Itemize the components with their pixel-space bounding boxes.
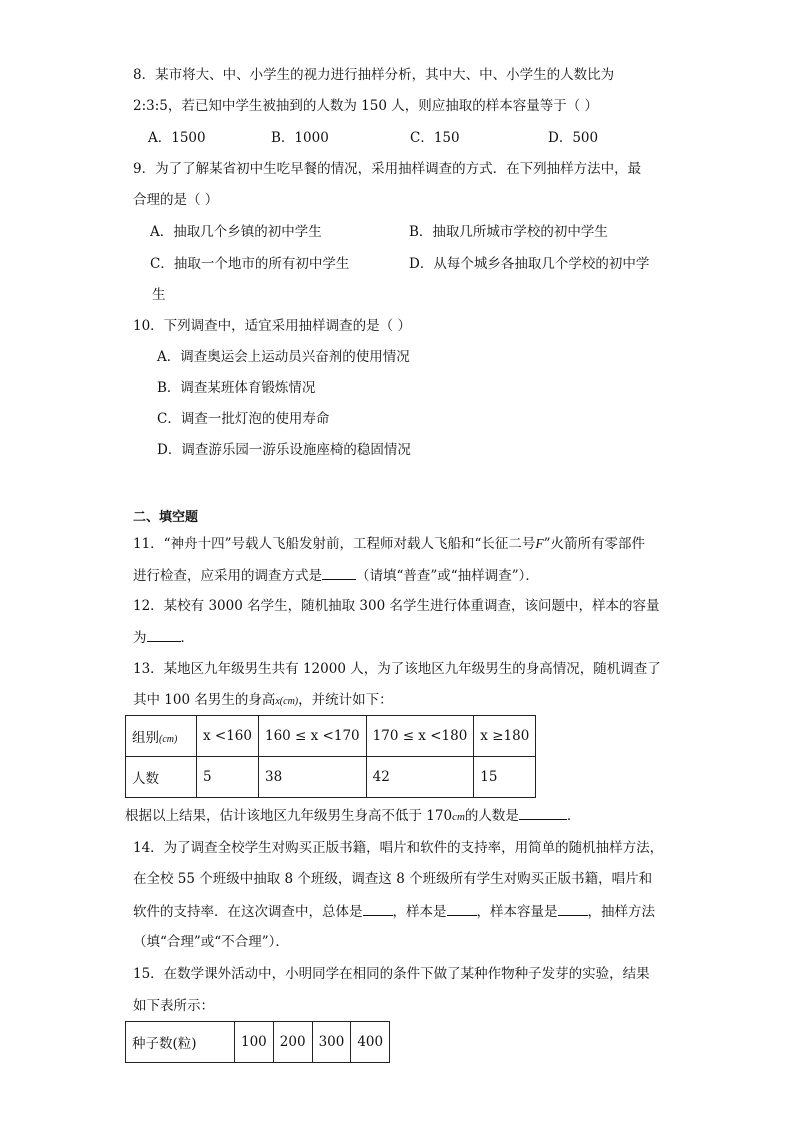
q11-line1-text-b: ”火箭所有零部件: [543, 536, 646, 552]
q13-after-line: [125, 806, 580, 826]
q13-height-table: [125, 715, 536, 798]
q10-option-a: A．调查奥运会上运动员兴奋剂的使用情况: [157, 349, 410, 365]
q9-option-c: C．抽取一个地市的所有初中学生: [150, 256, 350, 272]
table-cell: 200: [273, 1022, 312, 1063]
table-cell: 人数: [126, 757, 197, 798]
q11-line2-text-a: 进行检查，应采用的调查方式是: [133, 568, 322, 584]
q13-height-variable: x(cm): [275, 696, 299, 707]
q11-rocket-letter: F: [535, 536, 544, 551]
table-header-cell: 160 ≤ x <170: [258, 716, 366, 757]
table-cell: 38: [258, 757, 366, 798]
q12-line2-text-a: 为: [133, 630, 147, 646]
q9-line1: 9．为了了解某省初中生吃早餐的情况，采用抽样调查的方式．在下列抽样方法中，最: [133, 161, 642, 177]
q8-option-d: D．500: [548, 130, 599, 146]
q11-line1-text-a: 11．“神舟十四”号载人飞船发射前，工程师对载人飞船和“长征二号: [133, 536, 536, 552]
q8-option-a: A．1500: [148, 130, 206, 146]
q8-line1: 8．某市将大、中、小学生的视力进行抽样分析，其中大、中、小学生的人数比为: [133, 67, 615, 83]
q11-line2-text-b: （请填“普查”或“抽样调查”）．: [356, 568, 539, 584]
q14-line3-text-a: 软件的支持率．在这次调查中，总体是: [133, 904, 363, 920]
q9-line2: 合理的是（ ）: [133, 192, 219, 208]
q10-stem: 10．下列调查中，适宜采用抽样调查的是（ ）: [133, 318, 411, 334]
q14-line3-text-b: ，样本是: [392, 904, 447, 920]
q13-head-group-label: 组别: [132, 730, 159, 746]
q15-line2: 如下表所示：: [133, 998, 214, 1014]
q12-answer-blank[interactable]: [147, 628, 181, 642]
table-cell: 300: [312, 1022, 351, 1063]
q9-option-a: A．抽取几个乡镇的初中学生: [150, 224, 322, 240]
q9-option-d: D．从每个城乡各抽取几个学校的初中学: [409, 256, 650, 272]
q13-after-text-b: 的人数是: [464, 808, 519, 824]
table-header-cell: x ≥180: [474, 716, 536, 757]
table-cell: 5: [197, 757, 259, 798]
q8-line2: 2:3:5，若已知中学生被抽到的人数为 150 人，则应抽取的样本容量等于（ ）: [133, 98, 599, 114]
q12-line2-text-b: ．: [180, 630, 194, 646]
q14-line1: 14．为了调查全校学生对购买正版书籍，唱片和软件的支持率，用简单的随机抽样方法，: [133, 840, 664, 856]
q10-option-b: B．调查某班体育锻炼情况: [157, 380, 316, 396]
q13-after-unit: cm: [452, 811, 465, 823]
q10-option-c: C．调查一批灯泡的使用寿命: [157, 411, 330, 427]
q12-line2: [133, 628, 194, 647]
table-row: [126, 757, 536, 798]
table-cell: 100: [235, 1022, 274, 1063]
q14-population-blank[interactable]: [363, 902, 393, 916]
q11-answer-blank[interactable]: [322, 566, 356, 580]
table-cell: 15: [474, 757, 536, 798]
table-header-cell: 种子数(粒): [126, 1022, 235, 1063]
section-heading-fill-blank: 二、填空题: [133, 510, 199, 525]
q14-line3-text-d: ，抽样方法: [587, 904, 655, 920]
q13-answer-blank[interactable]: [519, 806, 567, 820]
q11-line1: [133, 535, 645, 553]
q8-option-c: C．150: [410, 130, 460, 146]
q13-after-text-a: 根据以上结果，估计该地区九年级男生身高不低于 170: [125, 808, 453, 824]
q13-line2: [133, 691, 393, 711]
q13-line2-text-b: ，并统计如下：: [298, 692, 393, 708]
q13-line1: 13．某地区九年级男生共有 12000 人，为了该地区九年级男生的身高情况，随机调查了: [133, 661, 661, 677]
table-header-cell: x <160: [197, 716, 259, 757]
q14-line3-text-c: ，样本容量是: [476, 904, 558, 920]
table-row: [126, 716, 536, 757]
table-row: [126, 1022, 390, 1063]
table-header-cell: [126, 716, 197, 757]
q14-sample-size-blank[interactable]: [558, 902, 588, 916]
q13-after-text-c: ．: [566, 808, 581, 824]
q14-line4: （填“合理”或“不合理”）．: [133, 934, 289, 950]
q15-seed-table: [125, 1021, 390, 1063]
q14-line3: [133, 902, 655, 921]
q13-line2-text-a: 其中 100 名男生的身高: [133, 692, 276, 708]
q13-head-unit: (cm): [159, 734, 178, 745]
q15-line1: 15．在数学课外活动中，小明同学在相同的条件下做了某种作物种子发芽的实验，结果: [133, 966, 650, 982]
table-cell: 42: [366, 757, 474, 798]
table-cell: 400: [351, 1022, 390, 1063]
q9-option-b: B．抽取几所城市学校的初中学生: [409, 224, 608, 240]
q8-option-b: B．1000: [271, 130, 329, 146]
q12-line1: 12．某校有 3000 名学生，随机抽取 300 名学生进行体重调查，该问题中，样本的容量: [133, 598, 660, 614]
table-header-cell: 170 ≤ x <180: [366, 716, 474, 757]
q14-line2: 在全校 55 个班级中抽取 8 个班级，调查这 8 个班级所有学生对购买正版书籍，唱片和: [133, 871, 653, 887]
q14-sample-blank[interactable]: [447, 902, 477, 916]
q11-line2: [133, 566, 539, 585]
q10-option-d: D．调查游乐园一游乐设施座椅的稳固情况: [157, 442, 411, 458]
q9-option-d-wrap: 生: [152, 287, 166, 303]
